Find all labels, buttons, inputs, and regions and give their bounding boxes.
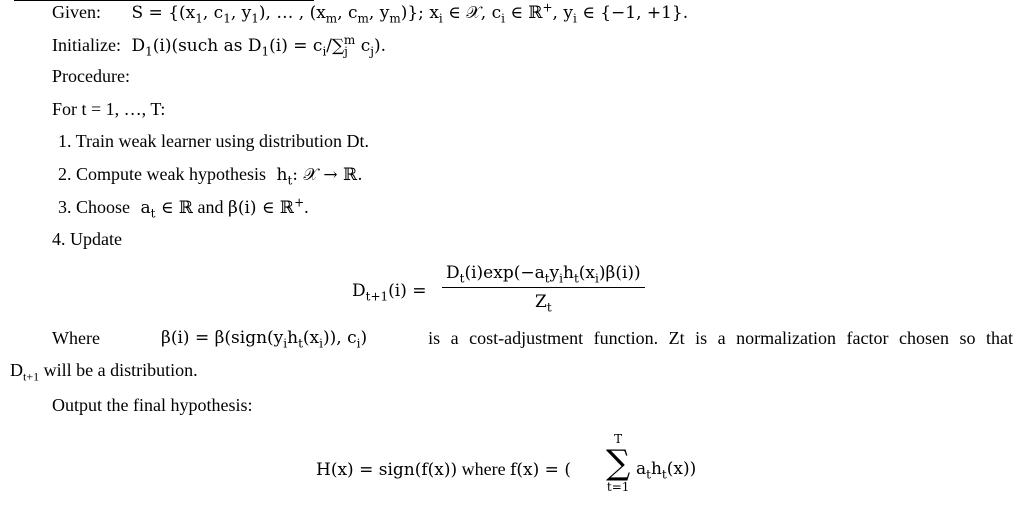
given-line (52, 1, 688, 24)
final-eq-left: H(x) = sign(f(x)) where f(x) = ( (316, 459, 571, 480)
step-4: 4. Update (52, 229, 122, 249)
given-label: Given: (52, 2, 101, 22)
update-eq-fraction (442, 262, 645, 313)
procedure-heading: Procedure: (52, 66, 130, 86)
step-1: 1. Train weak learner using distribution Dt. (58, 131, 369, 151)
final-eq-right: $a_th_t(x)$) (636, 459, 697, 482)
fraction-bar (442, 287, 645, 288)
for-loop-line: For t = 1, …, T: (52, 99, 166, 119)
output-heading: Output the final hypothesis: (52, 395, 253, 415)
initialize-formula: $D_1(i)(such$ as $D_1(i) = c_i/\sum_j^m$ $c_j$). (131, 33, 387, 59)
given-set: $S = \{(x_1$, $c_1$, $y_1$), … , ($x_m$, $c_m$, $y_m$)}; $x_i$ ∈ 𝒳, $c_i$ ∈ ℝ+, $y_i$ ∈ {−1, +1}. (131, 0, 689, 26)
initialize-line (52, 34, 386, 57)
step-2: 2. Compute weak hypothesis $h_t$: 𝒳 → ℝ. (58, 164, 363, 188)
where-line: Where $\beta(i) = \beta(sign(y_ih_t(x_i))$, $c_i$) is a cost-adjustment function. Zt is a normalization factor chosen so that (52, 328, 1013, 351)
summation-lower: t=1 (606, 480, 630, 494)
update-eq-lhs: $D_{t+1}(i)$ = (352, 281, 427, 304)
initialize-label: Initialize: (52, 35, 121, 55)
update-eq-numerator: $D_t(i)\exp(-a_ty_ih_t(x_i)\beta(i))$ (446, 263, 641, 286)
summation (606, 432, 630, 494)
summation-upper: T (614, 432, 623, 446)
step-3: 3. Choose $a_t$ ∈ ℝ and β(i) ∈ ℝ+. (58, 195, 309, 221)
update-eq-denominator: $Z_t$ (535, 292, 552, 315)
summation-symbol: ∑ (606, 443, 631, 483)
distribution-line: $D_{t+1}$ will be a distribution. (10, 360, 198, 384)
